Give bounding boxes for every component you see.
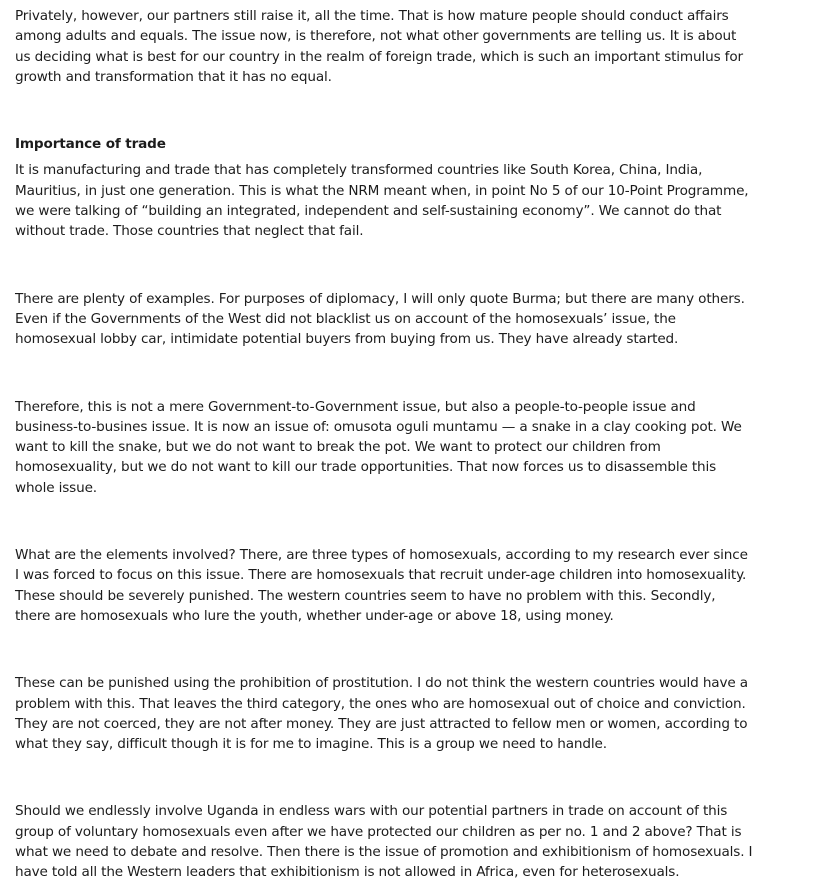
paragraph: Therefore, this is not a mere Government-to-Government issue, but also a people-to-people issue and business-to-busines issue. It is now an issue of: omusota oguli muntamu — a snake in a clay cooking pot. We want to kill the snake, but we do not want to break the pot. We want to protect our children from homosexuality, but we do not want to kill our trade opportunities. That now forces us to disassemble this whole issue. bbox=[15, 398, 742, 496]
paragraph: These can be punished using the prohibition of prostitution. I do not think the western countries would have a problem with this. That leaves the third category, the ones who are homosexual out of choice and conviction. They are not coerced, they are not after money. They are just attracted to fellow men or women, according to what they say, difficult though it is for me to imagine. This is a group we need to handle. bbox=[15, 675, 748, 753]
paragraph: Should we endlessly involve Uganda in endless wars with our potential partners in trade on account of this group of voluntary homosexuals even after we have protected our children as per no. 1 and 2 above? That is what we need to debate and resolve. Then there is the issue of promotion and exhibitionism of homosexuals. I have told all the Western leaders that exhibitionism is not allowed in Africa, even for heterosexuals. bbox=[15, 803, 753, 881]
paragraph: It is manufacturing and trade that has completely transformed countries like South Korea, China, India, Mauritius, in just one generation. This is what the NRM meant when, in point No 5 of our 10-Point Programme, we were talking of “building an integrated, independent and self-sustaining economy”. We cannot do that without trade. Those countries that neglect that fail. bbox=[15, 162, 749, 240]
section-heading: Importance of trade bbox=[15, 136, 166, 153]
paragraph: There are plenty of examples. For purposes of diplomacy, I will only quote Burma; but there are many others. Even if the Governments of the West did not blacklist us on account of the homosexuals’ issue, the homosexual lobby car, intimidate potential buyers from buying from us. They have already started. bbox=[15, 290, 745, 348]
paragraph: What are the elements involved? There, are three types of homosexuals, according to my research ever since I was forced to focus on this issue. There are homosexuals that recruit under-age children into homosexuality. These should be severely punished. The western countries seem to have no problem with this. Secondly, there are homosexuals who lure the youth, whether under-age or above 18, using money. bbox=[15, 547, 748, 624]
paragraph: Privately, however, our partners still raise it, all the time. That is how mature people should conduct affairs among adults and equals. The issue now, is therefore, not what other governments are telling us. It is about us deciding what is best for our country in the realm of foreign trade, which is such an important stimulus for growth and transformation that it has no equal. bbox=[15, 8, 743, 85]
